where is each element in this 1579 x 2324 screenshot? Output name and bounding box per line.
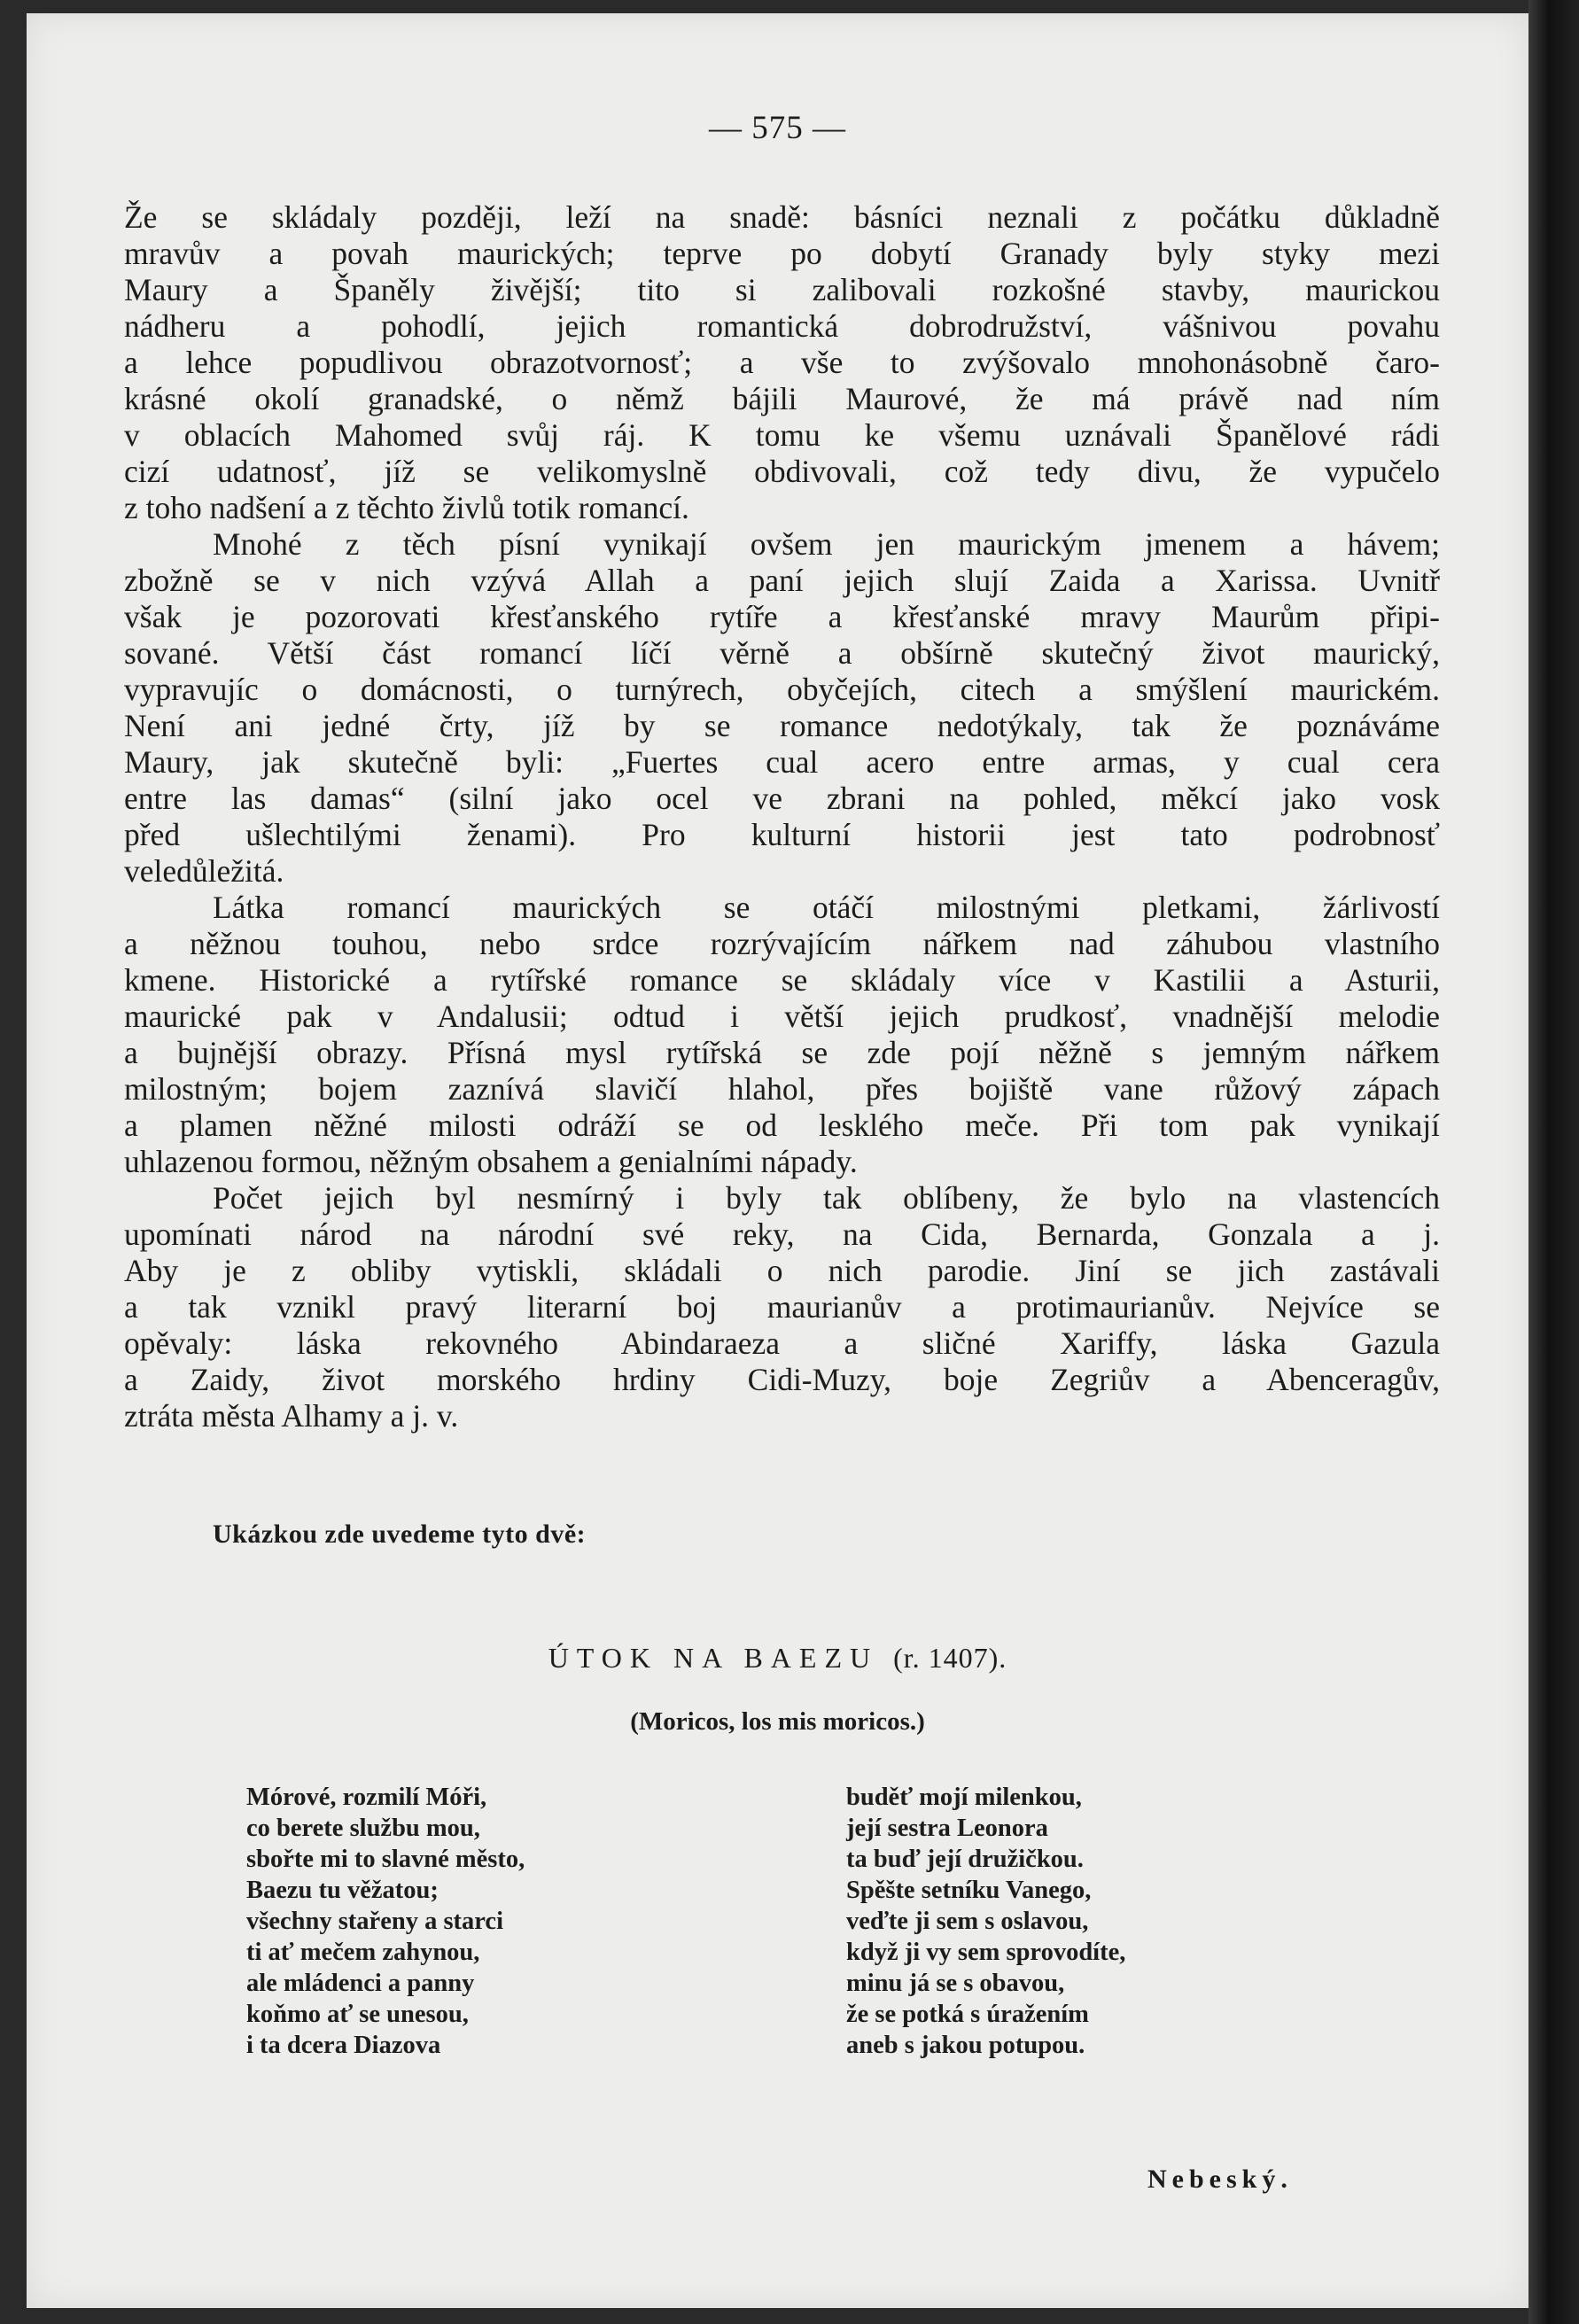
verse-line: Spěšte setníku Vanego, bbox=[846, 1877, 1092, 1904]
verse-line: když ji vy sem sprovodíte, bbox=[846, 1939, 1126, 1966]
paragraph-1-line: Maury a Španěly živější; tito si zalibovali rozkošné stavby, maurickou bbox=[124, 272, 1440, 307]
paragraph-2-line: veledůležitá. bbox=[124, 853, 284, 889]
paragraph-2-line: Mnohé z těch písní vynikají ovšem jen maurickým jmenem a hávem; bbox=[213, 526, 1440, 562]
poem-subtitle: (Moricos, los mis moricos.) bbox=[630, 1707, 925, 1736]
paragraph-1-line: z toho nadšení a z těchto živlů totik romancí. bbox=[124, 490, 689, 525]
paragraph-3-line: a bujnější obrazy. Přísná mysl rytířská se zde pojí něžně s jemným nářkem bbox=[124, 1035, 1440, 1070]
paragraph-2-line: však je pozorovati křesťanského rytíře a křesťanské mravy Maurům připi- bbox=[124, 599, 1440, 634]
poem-year: (r. 1407). bbox=[893, 1642, 1007, 1674]
paragraph-3-line: a něžnou touhou, nebo srdce rozrývajícím nářkem nad záhubou vlastního bbox=[124, 926, 1440, 961]
paragraph-4-line: opěvaly: láska rekovného Abindaraeza a sličné Xariffy, láska Gazula bbox=[124, 1325, 1440, 1361]
poem-intro: Ukázkou zde uvedeme tyto dvě: bbox=[213, 1520, 587, 1549]
verse-line: ti ať mečem zahynou, bbox=[246, 1939, 480, 1966]
poem-author: Nebeský. bbox=[1147, 2165, 1293, 2194]
paragraph-1-line: mravův a povah maurických; teprve po dobytí Granady byly styky mezi bbox=[124, 236, 1440, 271]
poem-stanza-right bbox=[846, 1782, 1125, 2061]
verse-line: minu já se s obavou, bbox=[846, 1970, 1065, 1997]
paragraph-1-line: nádheru a pohodlí, jejich romantická dobrodružství, vášnivou povahu bbox=[124, 308, 1440, 344]
verse-line: aneb s jakou potupou. bbox=[846, 2032, 1085, 2059]
poem-stanza-left bbox=[246, 1782, 525, 2061]
verse-line: ale mládenci a panny bbox=[246, 1970, 475, 1997]
verse-line: sbořte mi to slavné město, bbox=[246, 1846, 525, 1873]
paragraph-3-line: kmene. Historické a rytířské romance se skládaly více v Kastilii a Asturii, bbox=[124, 962, 1440, 998]
paragraph-4-line: a Zaidy, život morského hrdiny Cidi-Muzy, boje Zegriův a Abenceragův, bbox=[124, 1362, 1440, 1397]
paragraph-1-line: a lehce popudlivou obrazotvornosť; a vše to zvýšovalo mnohonásobně čaro- bbox=[124, 345, 1440, 380]
verse-line: Baezu tu věžatou; bbox=[246, 1877, 439, 1904]
paragraph-2-line: entre las damas“ (silní jako ocel ve zbrani na pohled, měkcí jako vosk bbox=[124, 781, 1440, 816]
verse-line: všechny stařeny a starci bbox=[246, 1908, 503, 1935]
page-number: — 575 — bbox=[709, 110, 846, 146]
verse-line: koňmo ať se unesou, bbox=[246, 2001, 469, 2028]
paragraph-2-line: před ušlechtilými ženami). Pro kulturní historii jest tato podrobnosť bbox=[124, 817, 1440, 852]
verse-line: veďte ji sem s oslavou, bbox=[846, 1908, 1089, 1935]
scan-edge-shadow bbox=[1528, 0, 1579, 2324]
poem-title bbox=[27, 1642, 1528, 1675]
paragraph-1-line: cizí udatnosť, jíž se velikomyslně obdivovali, což tedy divu, že vypučelo bbox=[124, 454, 1440, 489]
verse-line: její sestra Leonora bbox=[846, 1815, 1048, 1842]
paragraph-3-line: a plamen něžné milosti odráží se od lesklého meče. Při tom pak vynikají bbox=[124, 1108, 1440, 1143]
paragraph-4-line: ztráta města Alhamy a j. v. bbox=[124, 1398, 459, 1434]
paragraph-2-line: zbožně se v nich vzývá Allah a paní jejich slují Zaida a Xarissa. Uvnitř bbox=[124, 563, 1440, 598]
verse-line: Mórové, rozmilí Móři, bbox=[246, 1784, 487, 1811]
book-page bbox=[27, 13, 1528, 2308]
poem-title-text: ÚTOK NA BAEZU bbox=[548, 1642, 879, 1674]
paragraph-4-line: upomínati národ na národní své reky, na Cida, Bernarda, Gonzala a j. bbox=[124, 1216, 1440, 1252]
paragraph-3-line: Látka romancí maurických se otáčí milostnými pletkami, žárlivostí bbox=[213, 890, 1440, 925]
paragraph-2-line: Maury, jak skutečně byli: „Fuertes cual acero entre armas, y cual cera bbox=[124, 744, 1440, 780]
paragraph-1-line: krásné okolí granadské, o němž bájili Maurové, že má právě nad ním bbox=[124, 381, 1440, 416]
verse-line: co berete službu mou, bbox=[246, 1815, 480, 1842]
verse-line: že se potká s úražením bbox=[846, 2001, 1089, 2028]
paragraph-3-line: milostným; bojem zaznívá slavičí hlahol, přes bojiště vane růžový zápach bbox=[124, 1071, 1440, 1107]
paragraph-3-line: uhlazenou formou, něžným obsahem a genialními nápady. bbox=[124, 1144, 858, 1179]
paragraph-1-line: v oblacích Mahomed svůj ráj. K tomu ke všemu uznávali Španělové rádi bbox=[124, 417, 1440, 453]
paragraph-4-line: Aby je z obliby vytiskli, skládali o nich parodie. Jiní se jich zastávali bbox=[124, 1253, 1440, 1288]
verse-line: ta buď její družičkou. bbox=[846, 1846, 1084, 1873]
paragraph-3-line: maurické pak v Andalusii; odtud i větší jejich prudkosť, vnadnější melodie bbox=[124, 999, 1440, 1034]
paragraph-4-line: Počet jejich byl nesmírný i byly tak oblíbeny, že bylo na vlastencích bbox=[213, 1180, 1440, 1216]
paragraph-2-line: sované. Větší část romancí líčí věrně a obšírně skutečný život maurický, bbox=[124, 635, 1440, 671]
body-text bbox=[124, 199, 1440, 1434]
paragraph-2-line: Není ani jedné črty, jíž by se romance nedotýkaly, tak že poznáváme bbox=[124, 708, 1440, 743]
paragraph-1-line: Že se skládaly později, leží na snadě: básníci neznali z počátku důkladně bbox=[124, 199, 1440, 235]
paragraph-4-line: a tak vznikl pravý literarní boj maurianův a protimaurianův. Nejvíce se bbox=[124, 1289, 1440, 1325]
verse-line: buděť mojí milenkou, bbox=[846, 1784, 1082, 1811]
verse-line: i ta dcera Diazova bbox=[246, 2032, 441, 2059]
paragraph-2-line: vypravujíc o domácnosti, o turnýrech, obyčejích, citech a smýšlení maurickém. bbox=[124, 672, 1440, 707]
